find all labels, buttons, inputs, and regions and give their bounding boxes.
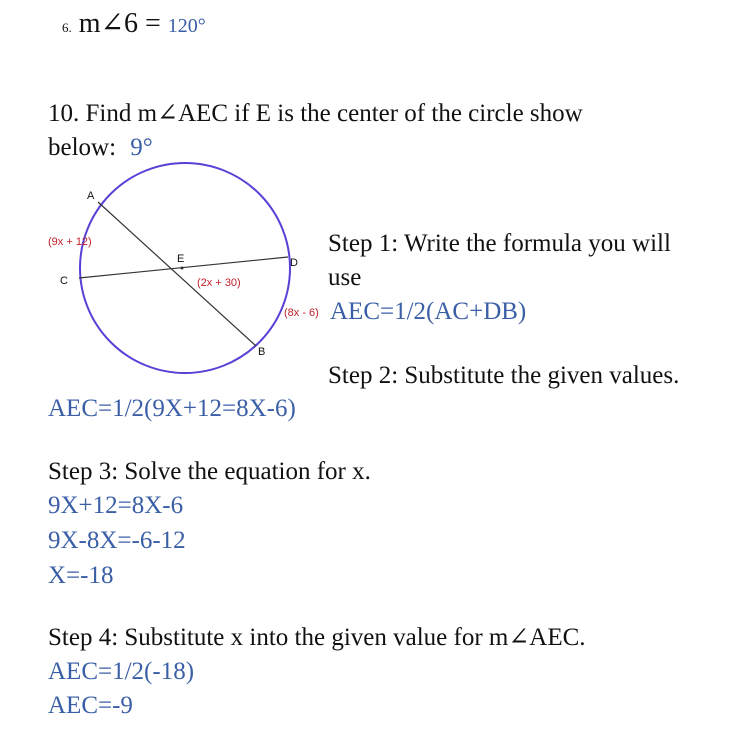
- problem-10-answer: 9°: [130, 134, 153, 161]
- step-1-formula: AEC=1/2(AC+DB): [330, 298, 527, 325]
- arc-DB-label: (8x - 6): [284, 307, 319, 319]
- step-2-title: Step 2: Substitute the given values.: [328, 362, 680, 389]
- angle-AEC-label: (2x + 30): [197, 277, 241, 289]
- problem-6-number: 6.: [62, 20, 72, 35]
- point-label-C: C: [60, 275, 68, 287]
- step-3-title: Step 3: Solve the equation for x.: [48, 458, 371, 485]
- step-3-work-line: 9X-8X=-6-12: [48, 527, 186, 554]
- problem-10-question-tail: below:: [48, 134, 117, 161]
- step-2-work: AEC=1/2(9X+12=8X-6): [48, 395, 296, 422]
- step-3-work-line: X=-18: [48, 562, 114, 589]
- center-point-E: [181, 267, 184, 270]
- step-4-work-line: AEC=1/2(-18): [48, 658, 195, 685]
- point-label-E: E: [177, 253, 185, 265]
- point-label-A: A: [87, 190, 95, 202]
- step-3-work-line: 9X+12=8X-6: [48, 492, 184, 519]
- step-1-title-line1: Step 1: Write the formula you will: [328, 230, 671, 257]
- circle-outline: [80, 163, 290, 373]
- step-4-title: Step 4: Substitute x into the given value for m∠AEC.: [48, 624, 586, 651]
- problem-6-answer: 120°: [167, 15, 206, 37]
- problem-10-question-line1: 10. Find m∠AEC if E is the center of the circle show: [48, 100, 583, 127]
- point-label-B: B: [258, 346, 266, 358]
- arc-AC-label: (9x + 12): [48, 236, 92, 248]
- step-4-work-line: AEC=-9: [48, 692, 133, 719]
- step-1-title-line2: use: [328, 264, 362, 291]
- point-label-D: D: [290, 257, 298, 269]
- problem-6-label: m∠6 =: [78, 8, 161, 39]
